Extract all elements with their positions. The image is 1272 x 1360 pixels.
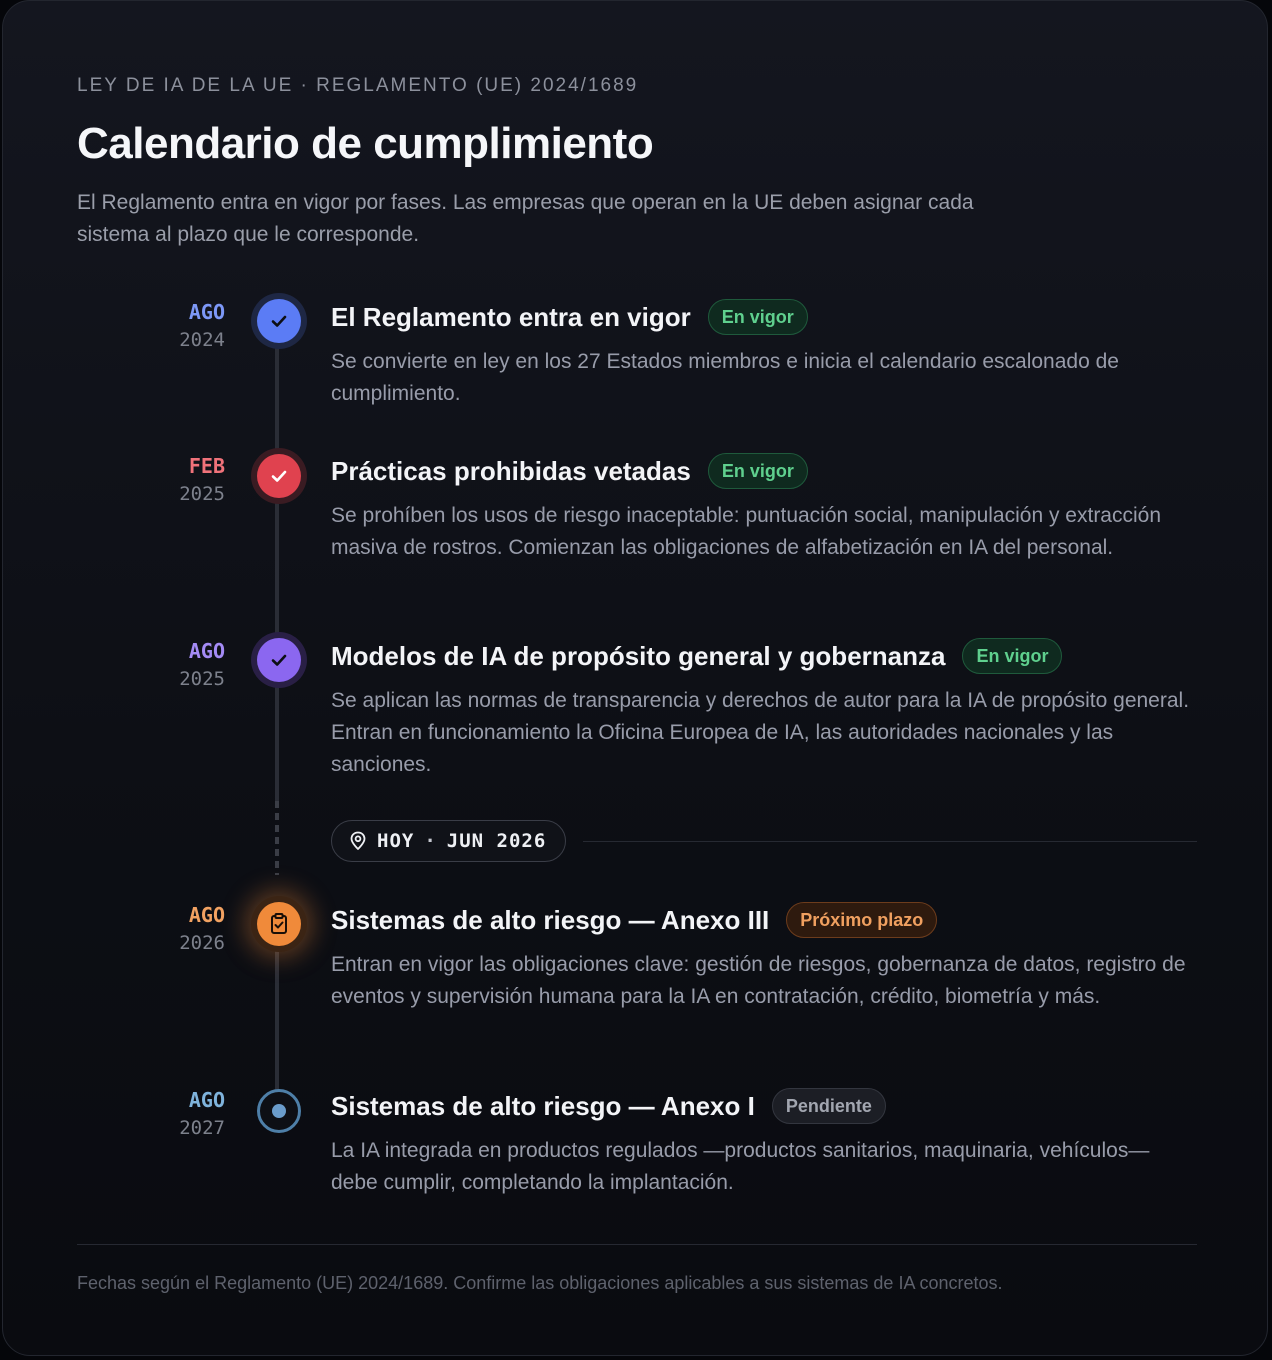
milestone-title: Prácticas prohibidas vetadas (331, 455, 691, 486)
footer-note: Fechas según el Reglamento (UE) 2024/1689. Confirme las obligaciones aplicables a sus sistemas de IA concretos. (77, 1273, 1003, 1293)
milestone-description: Se convierte en ley en los 27 Estados miembros e inicia el calendario escalonado de cumplimiento. (331, 350, 1119, 405)
timeline-date (153, 1087, 225, 1143)
footer-divider (77, 1244, 1197, 1245)
eyebrow-label: LEY DE IA DE LA UE · REGLAMENTO (UE) 2024/1689 (77, 75, 639, 96)
status-badge: Pendiente (772, 1088, 886, 1124)
date-year: 2025 (179, 483, 225, 505)
milestone-header (331, 638, 1062, 674)
pending-dot-icon (257, 1089, 301, 1133)
check-icon (257, 454, 301, 498)
milestone-title: Sistemas de alto riesgo — Anexo III (331, 904, 770, 935)
today-separator: · (424, 830, 437, 852)
date-month: FEB (188, 454, 225, 478)
milestone-title: Modelos de IA de propósito general y gobernanza (331, 640, 946, 671)
date-month: AGO (188, 1088, 225, 1112)
today-divider (583, 841, 1197, 842)
map-pin-icon (349, 831, 367, 851)
milestone-description: Se prohíben los usos de riesgo inaceptable: puntuación social, manipulación y extracción masiva de rostros. Comienzan las obligaciones de alfabetización en IA del personal. (331, 504, 1162, 559)
today-label: HOY (377, 830, 415, 852)
milestone-description: Entran en vigor las obligaciones clave: gestión de riesgos, gobernanza de datos, registro de eventos y supervisión humana para la IA en contratación, crédito, biometría y más. (331, 953, 1186, 1008)
milestone-description: La IA integrada en productos regulados —productos sanitarios, maquinaria, vehículos— debe cumplir, completando la implantación. (331, 1139, 1150, 1194)
clipboard-check-icon (257, 902, 301, 946)
milestone-header (331, 902, 937, 938)
check-icon (257, 638, 301, 682)
timeline-date (153, 299, 225, 355)
status-badge: En vigor (708, 453, 808, 489)
date-month: AGO (188, 639, 225, 663)
date-year: 2024 (179, 329, 225, 351)
date-year: 2027 (179, 1117, 225, 1139)
milestone-node (251, 1083, 307, 1139)
milestone-title: Sistemas de alto riesgo — Anexo I (331, 1090, 755, 1121)
timeline-date (153, 453, 225, 509)
milestone-header (331, 1088, 886, 1124)
milestone-node-current (251, 896, 307, 952)
date-year: 2025 (179, 668, 225, 690)
date-year: 2026 (179, 932, 225, 954)
intro-text: El Reglamento entra en vigor por fases. Las empresas que operan en la UE deben asignar cada sistema al plazo que le corresponde. (77, 191, 974, 246)
today-marker (331, 820, 566, 862)
milestone-node (251, 448, 307, 504)
timeline-date (153, 902, 225, 958)
status-badge: En vigor (962, 638, 1062, 674)
milestone-description: Se aplican las normas de transparencia y derechos de autor para la IA de propósito general. Entran en funcionamiento la Oficina Europea de IA, las autoridades nacionales y las sanciones. (331, 689, 1190, 776)
date-month: AGO (188, 903, 225, 927)
status-badge: Próximo plazo (786, 902, 937, 938)
status-badge: En vigor (708, 299, 808, 335)
timeline-date (153, 638, 225, 694)
compliance-timeline-card (2, 0, 1268, 1356)
milestone-header (331, 299, 808, 335)
milestone-header (331, 453, 808, 489)
milestone-title: El Reglamento entra en vigor (331, 301, 691, 332)
timeline-rail-today (275, 801, 279, 875)
check-icon (257, 299, 301, 343)
date-month: AGO (188, 300, 225, 324)
milestone-node (251, 293, 307, 349)
milestone-node (251, 632, 307, 688)
today-date: JUN 2026 (446, 830, 547, 852)
timeline-rail-past (275, 321, 279, 801)
page-title: Calendario de cumplimiento (77, 119, 654, 168)
